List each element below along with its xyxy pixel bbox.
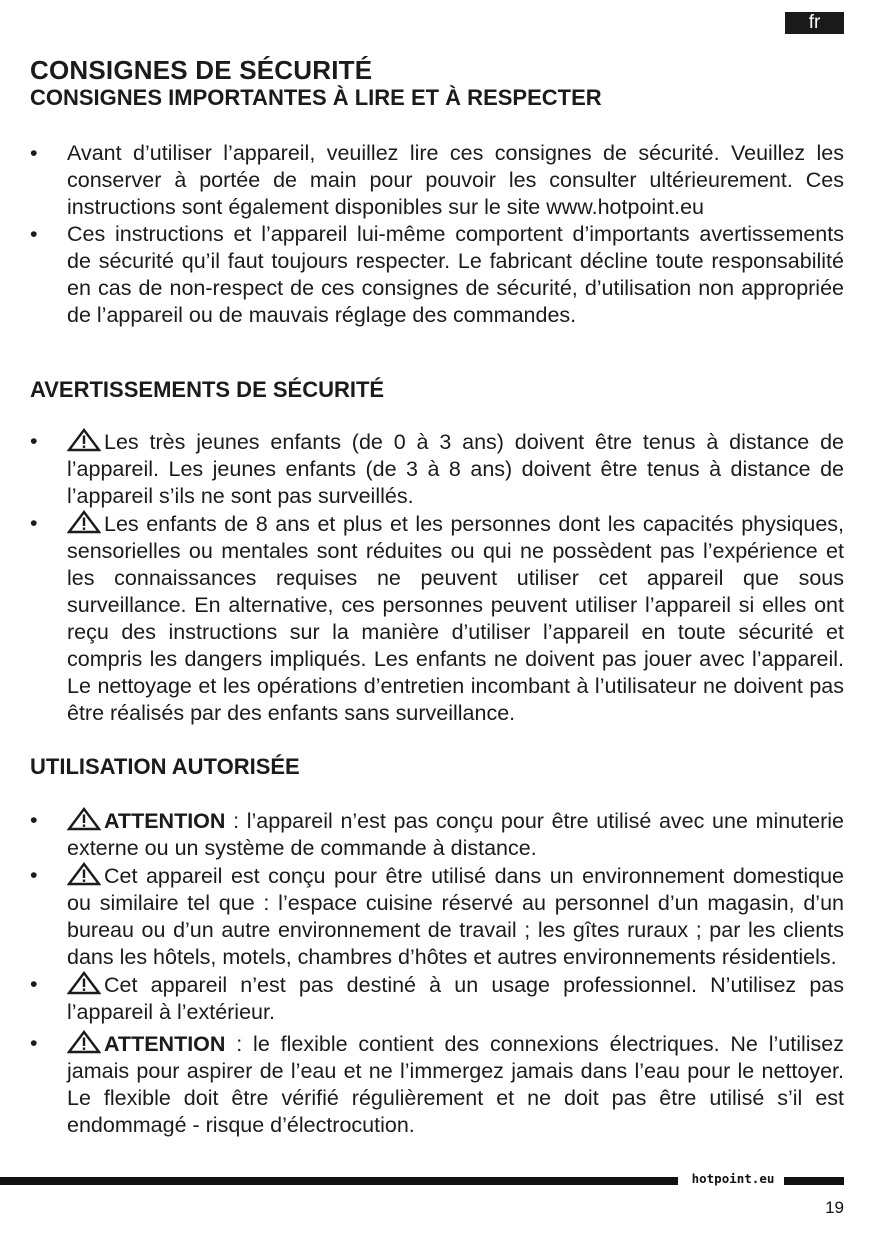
- bullet-icon: •: [30, 972, 38, 996]
- item-text: Les très jeunes enfants (de 0 à 3 ans) doivent être tenus à distance de l’appareil. Les jeunes enfants (de 3 à 8 ans) doivent être tenus à distance de l’appareil s’ils ne sont pas surveillés.: [67, 430, 844, 508]
- list-item: [30, 221, 844, 329]
- attention-label: ATTENTION: [104, 1032, 226, 1056]
- bullet-icon: •: [30, 429, 38, 453]
- bullet-icon: •: [30, 511, 38, 535]
- warning-triangle-icon: [67, 971, 101, 995]
- item-text: Cet appareil n’est pas destiné à un usage professionnel. N’utilisez pas l’appareil à l’extérieur.: [67, 973, 844, 1024]
- bullet-icon: •: [30, 141, 38, 165]
- warning-triangle-icon: [67, 807, 101, 831]
- list-item: [30, 428, 844, 510]
- list-item: [30, 140, 844, 221]
- footer-rule-left: [0, 1177, 678, 1185]
- usage-list: [30, 807, 844, 1139]
- bullet-icon: •: [30, 1031, 38, 1055]
- item-text: Les enfants de 8 ans et plus et les personnes dont les capacités physiques, sensorielles ou mentales sont réduites ou qui ne possèdent pas l’expérience et les connaissances requises ne peuvent utiliser cet appareil que sous surveillance. En alternative, ces personnes peuvent utiliser l’appareil si elles ont reçu des instructions sur la manière d’utiliser l’appareil en toute sécurité et compris les dangers impliqués. Les enfants ne doivent pas jouer avec l’appareil. Le nettoyage et les opérations d’entretien incombant à l’utilisateur ne doivent pas être réalisés par des enfants sans surveillance.: [67, 512, 844, 725]
- item-text: : l’appareil n’est pas conçu pour être utilisé avec une minuterie externe ou un système de commande à distance.: [67, 809, 844, 860]
- list-item: [30, 1030, 844, 1139]
- list-item: [30, 971, 844, 1026]
- item-text: : le flexible contient des connexions électriques. Ne l’utilisez jamais pour aspirer de l’eau et ne l’immergez jamais dans l’eau pour le nettoyer. Le flexible doit être vérifié régulièrement et ne doit pas être utilisé s’il est endommagé - risque d’électrocution.: [67, 1032, 844, 1137]
- section-heading-warnings: AVERTISSEMENTS DE SÉCURITÉ: [30, 377, 385, 402]
- brand-logo: hotpoint.eu: [691, 1171, 775, 1186]
- intro-list: [30, 140, 844, 329]
- bullet-icon: •: [30, 808, 38, 832]
- page-title: CONSIGNES DE SÉCURITÉ: [30, 55, 373, 85]
- section-heading-usage: UTILISATION AUTORISÉE: [30, 754, 300, 779]
- warning-triangle-icon: [67, 1030, 101, 1054]
- footer-rule-right: [784, 1177, 844, 1185]
- page-subtitle: CONSIGNES IMPORTANTES À LIRE ET À RESPECTER: [30, 85, 602, 110]
- warning-triangle-icon: [67, 862, 101, 886]
- item-text: Ces instructions et l’appareil lui-même comportent d’importants avertissements de sécurité qu’il faut toujours respecter. Le fabricant décline toute responsabilité en cas de non-respect de ces consignes de sécurité, d’utilisation non appropriée de l’appareil ou de mauvais réglage des commandes.: [67, 222, 844, 327]
- list-item: [30, 510, 844, 727]
- language-badge: fr: [785, 12, 844, 34]
- bullet-icon: •: [30, 863, 38, 887]
- item-text: Avant d’utiliser l’appareil, veuillez lire ces consignes de sécurité. Veuillez les conserver à portée de main pour pouvoir les consulter ultérieurement. Ces instructions sont également disponibles sur le site www.hotpoint.eu: [67, 141, 844, 219]
- item-text: Cet appareil est conçu pour être utilisé dans un environnement domestique ou similaire tel que : l’espace cuisine réservé au personnel d’un magasin, d’un bureau ou d’un autre environnement de travail ; les gîtes ruraux ; par les clients dans les hôtels, motels, chambres d’hôtes et autres environnements résidentiels.: [67, 864, 844, 969]
- warning-triangle-icon: [67, 510, 101, 534]
- list-item: [30, 807, 844, 862]
- warning-triangle-icon: [67, 428, 101, 452]
- bullet-icon: •: [30, 222, 38, 246]
- page-number: 19: [825, 1198, 844, 1217]
- attention-label: ATTENTION: [104, 809, 226, 833]
- warnings-list: [30, 428, 844, 727]
- list-item: [30, 862, 844, 971]
